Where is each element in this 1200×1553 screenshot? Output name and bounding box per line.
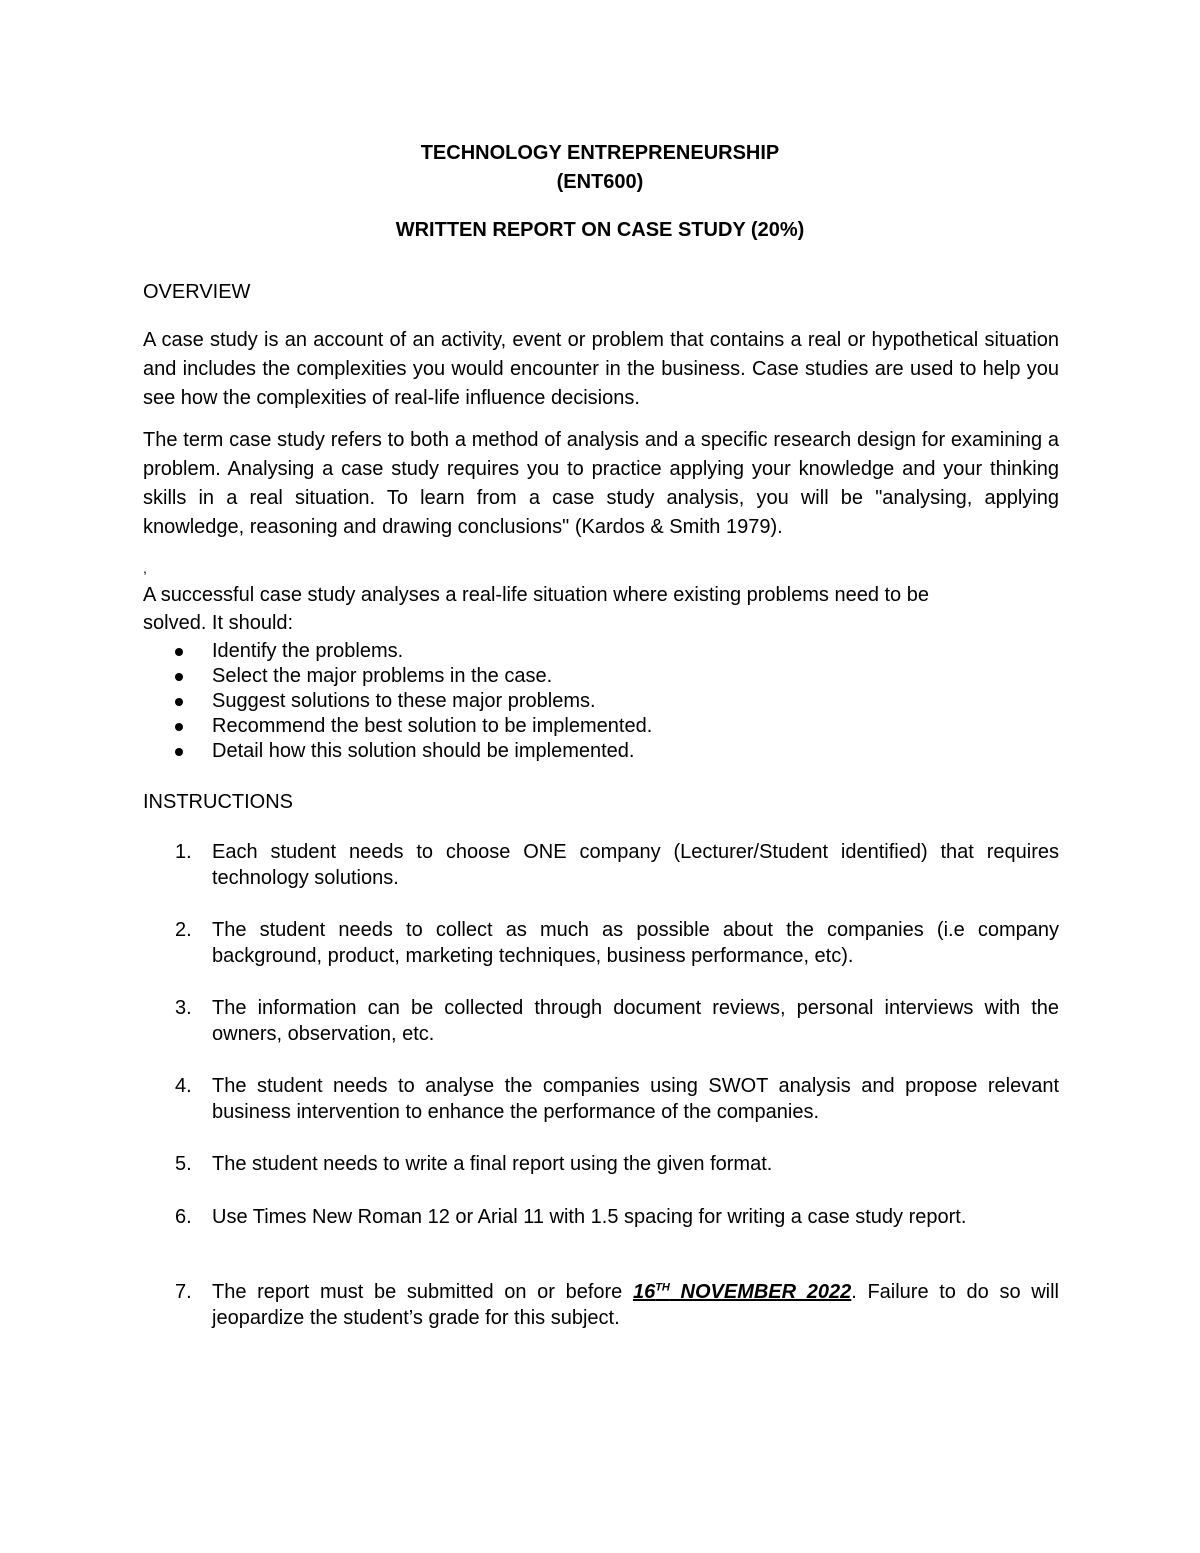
overview-heading: OVERVIEW [143, 281, 251, 303]
list-item-text: Detail how this solution should be implemented. [212, 740, 635, 762]
list-item [143, 714, 652, 739]
bullet-icon [175, 673, 183, 681]
step-text: Use Times New Roman 12 or Arial 11 with 1.5 spacing for writing a case study report. [212, 1206, 967, 1228]
list-item [143, 639, 652, 664]
list-item-text: Recommend the best solution to be implemented. [212, 715, 653, 737]
overview-paragraph-3-line-2: solved. It should: [143, 612, 294, 634]
due-month-year: NOVEMBER 2022 [669, 1281, 852, 1303]
list-item [143, 739, 652, 764]
step-text: The information can be collected through document reviews, personal interviews with the owners, observation, etc. [212, 997, 1059, 1045]
bullet-icon [175, 648, 183, 656]
bullet-icon [175, 698, 183, 706]
list-item-text: Identify the problems. [212, 640, 404, 662]
list-item-text: Select the major problems in the case. [212, 665, 553, 687]
step-number: 1. [175, 841, 192, 863]
overview-paragraph-1: A case study is an account of an activity, event or problem that contains a real or hypothetical situation and includes the complexities you would encounter in the business. Case studies are used to help you see how the complexities of real-life influence decisions. [143, 329, 1059, 409]
overview-paragraph-3-line-1: A successful case study analyses a real-life situation where existing problems need to be [143, 584, 929, 606]
instructions-heading: INSTRUCTIONS [143, 791, 293, 813]
stray-mark: , [143, 560, 147, 576]
step-text: Each student needs to choose ONE company (Lecturer/Student identified) that requires technology solutions. [212, 841, 1059, 889]
step-number: 6. [175, 1206, 192, 1228]
step-text [212, 1279, 1059, 1331]
step-text-end: . Failure to do so will jeopardize the student’s grade for this subject. [212, 1281, 1059, 1329]
bullet-icon [175, 723, 183, 731]
course-title: TECHNOLOGY ENTREPRENEURSHIP [420, 142, 780, 164]
step-number: 4. [175, 1075, 192, 1097]
criteria-list [143, 639, 652, 764]
due-day: 16 [632, 1281, 656, 1303]
course-code: (ENT600) [556, 171, 644, 193]
step-text-start: The report must be submitted on or before [212, 1281, 633, 1303]
step-number: 7. [175, 1281, 192, 1303]
list-item [143, 689, 652, 714]
bullet-icon [175, 748, 183, 756]
step-text: The student needs to collect as much as possible about the companies (i.e company background, product, marketing techniques, business performance, etc). [212, 919, 1059, 967]
assignment-title: WRITTEN REPORT ON CASE STUDY (20%) [395, 219, 805, 241]
step-number: 3. [175, 997, 192, 1019]
overview-paragraph-2: The term case study refers to both a method of analysis and a specific research design for examining a problem. Analysing a case study requires you to practice applying your knowledge and your thinking skills in a real situation. To learn from a case study analysis, you will be "analysing, applying knowledge, reasoning and drawing conclusions" (Kardos & Smith 1979). [143, 429, 1059, 538]
list-item [143, 664, 652, 689]
step-number: 2. [175, 919, 192, 941]
list-item-text: Suggest solutions to these major problems. [212, 690, 596, 712]
due-date [633, 1281, 851, 1303]
step-text: The student needs to analyse the companies using SWOT analysis and propose relevant business intervention to enhance the performance of the companies. [212, 1075, 1059, 1123]
due-day-suffix: TH [655, 1281, 670, 1294]
step-text: The student needs to write a final report using the given format. [212, 1153, 773, 1175]
step-number: 5. [175, 1153, 192, 1175]
